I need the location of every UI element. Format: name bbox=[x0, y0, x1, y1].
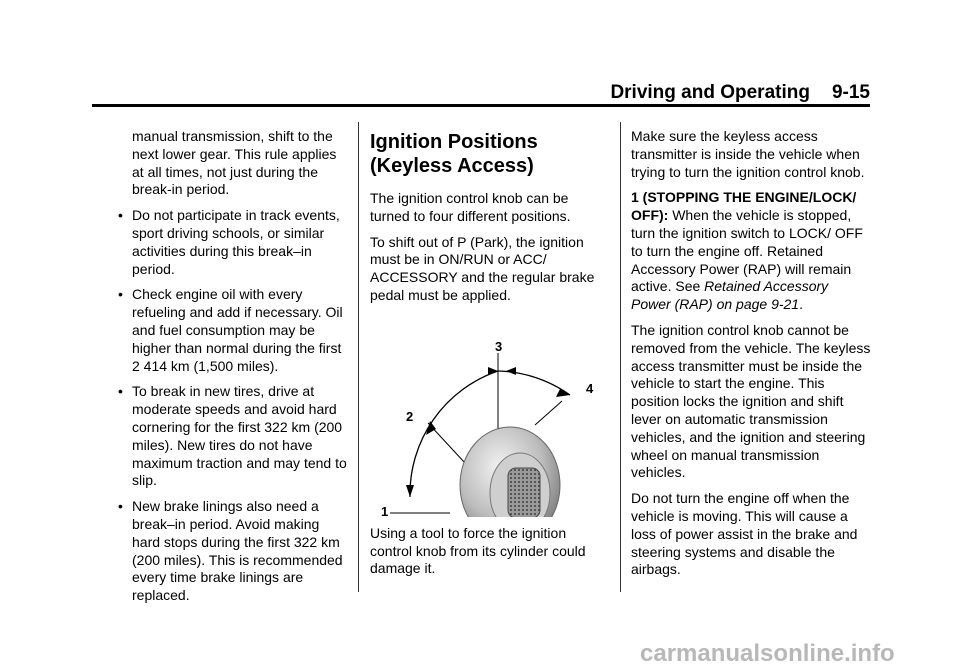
column-divider bbox=[620, 122, 621, 592]
running-header bbox=[598, 82, 870, 104]
position-label: 1 (STOPPING THE ENGINE/LOCK/ OFF): bbox=[631, 189, 857, 224]
bullet-icon: • bbox=[118, 207, 123, 224]
paragraph: Make sure the keyless access transmitter is inside the vehicle when trying to turn the ignition control knob. bbox=[631, 128, 865, 180]
bullet-item: • Check engine oil with every refueling and add if necessary. Oil and fuel consumption may be higher than normal during the first 2 414 km (1,500 miles). bbox=[118, 286, 343, 374]
bullet-icon: • bbox=[118, 383, 123, 400]
position-label-4: 4 bbox=[586, 380, 594, 396]
page-number: 9-15 bbox=[831, 82, 870, 103]
paragraph: The ignition control knob can be turned to four different positions. bbox=[370, 190, 571, 224]
column-1 bbox=[104, 128, 348, 613]
bullet-item: • Do not participate in track events, sport driving schools, or similar activities during this break–in period. bbox=[118, 207, 340, 277]
watermark: carmanualsonline.info bbox=[640, 640, 895, 667]
paragraph: To shift out of P (Park), the ignition must be in ON/RUN or ACC/ ACCESSORY and the regular brake pedal must be applied. bbox=[370, 233, 595, 303]
header-rule bbox=[92, 104, 870, 107]
continuation-text: manual transmission, shift to the next lower gear. This rule applies at all times, not just during the break-in period. bbox=[132, 128, 337, 198]
paragraph: 1 (STOPPING THE ENGINE/LOCK/ OFF): When the vehicle is stopped, turn the ignition switch to LOCK/ OFF to turn the engine off. Retained Accessory Power (RAP) will remain active. See Retained Accessory Power (RAP) on page 9-21. bbox=[631, 189, 863, 313]
paragraph: Do not turn the engine off when the vehicle is moving. This will cause a loss of power assist in the brake and steering systems and disable the airbags. bbox=[631, 490, 858, 578]
position-label-2: 2 bbox=[406, 408, 414, 424]
bullet-item: • New brake linings also need a break–in period. Avoid making hard stops during the first 322 km (200 miles). This is recommended every time brake linings are replaced. bbox=[118, 498, 343, 604]
bullet-item: • To break in new tires, drive at moderate speeds and avoid hard cornering for the first 322 km (200 miles). New tires do not have maximum traction and may tend to slip. bbox=[118, 383, 347, 489]
section-title: Driving and Operating bbox=[610, 82, 810, 103]
paragraph: Using a tool to force the ignition control knob from its cylinder could damage it. bbox=[370, 524, 586, 577]
column-2 bbox=[370, 128, 610, 586]
column-3 bbox=[631, 128, 871, 587]
bullet-icon: • bbox=[118, 498, 123, 515]
bullet-icon: • bbox=[118, 286, 123, 303]
ignition-knob-diagram bbox=[370, 313, 610, 517]
cross-reference-link[interactable]: Retained Accessory Power (RAP) on page 9-21 bbox=[631, 278, 829, 313]
paragraph: The ignition control knob cannot be removed from the vehicle. The keyless access transmitter must be inside the vehicle to start the engine. This position locks the ignition and shift lever on automatic transmission vehicles, and the ignition and steering wheel on manual transmission vehicles. bbox=[631, 321, 871, 481]
column-divider bbox=[358, 122, 359, 592]
position-label-3: 3 bbox=[495, 338, 503, 354]
section-heading: Ignition Positions (Keyless Access) bbox=[370, 131, 538, 177]
position-label-1: 1 bbox=[381, 503, 389, 519]
